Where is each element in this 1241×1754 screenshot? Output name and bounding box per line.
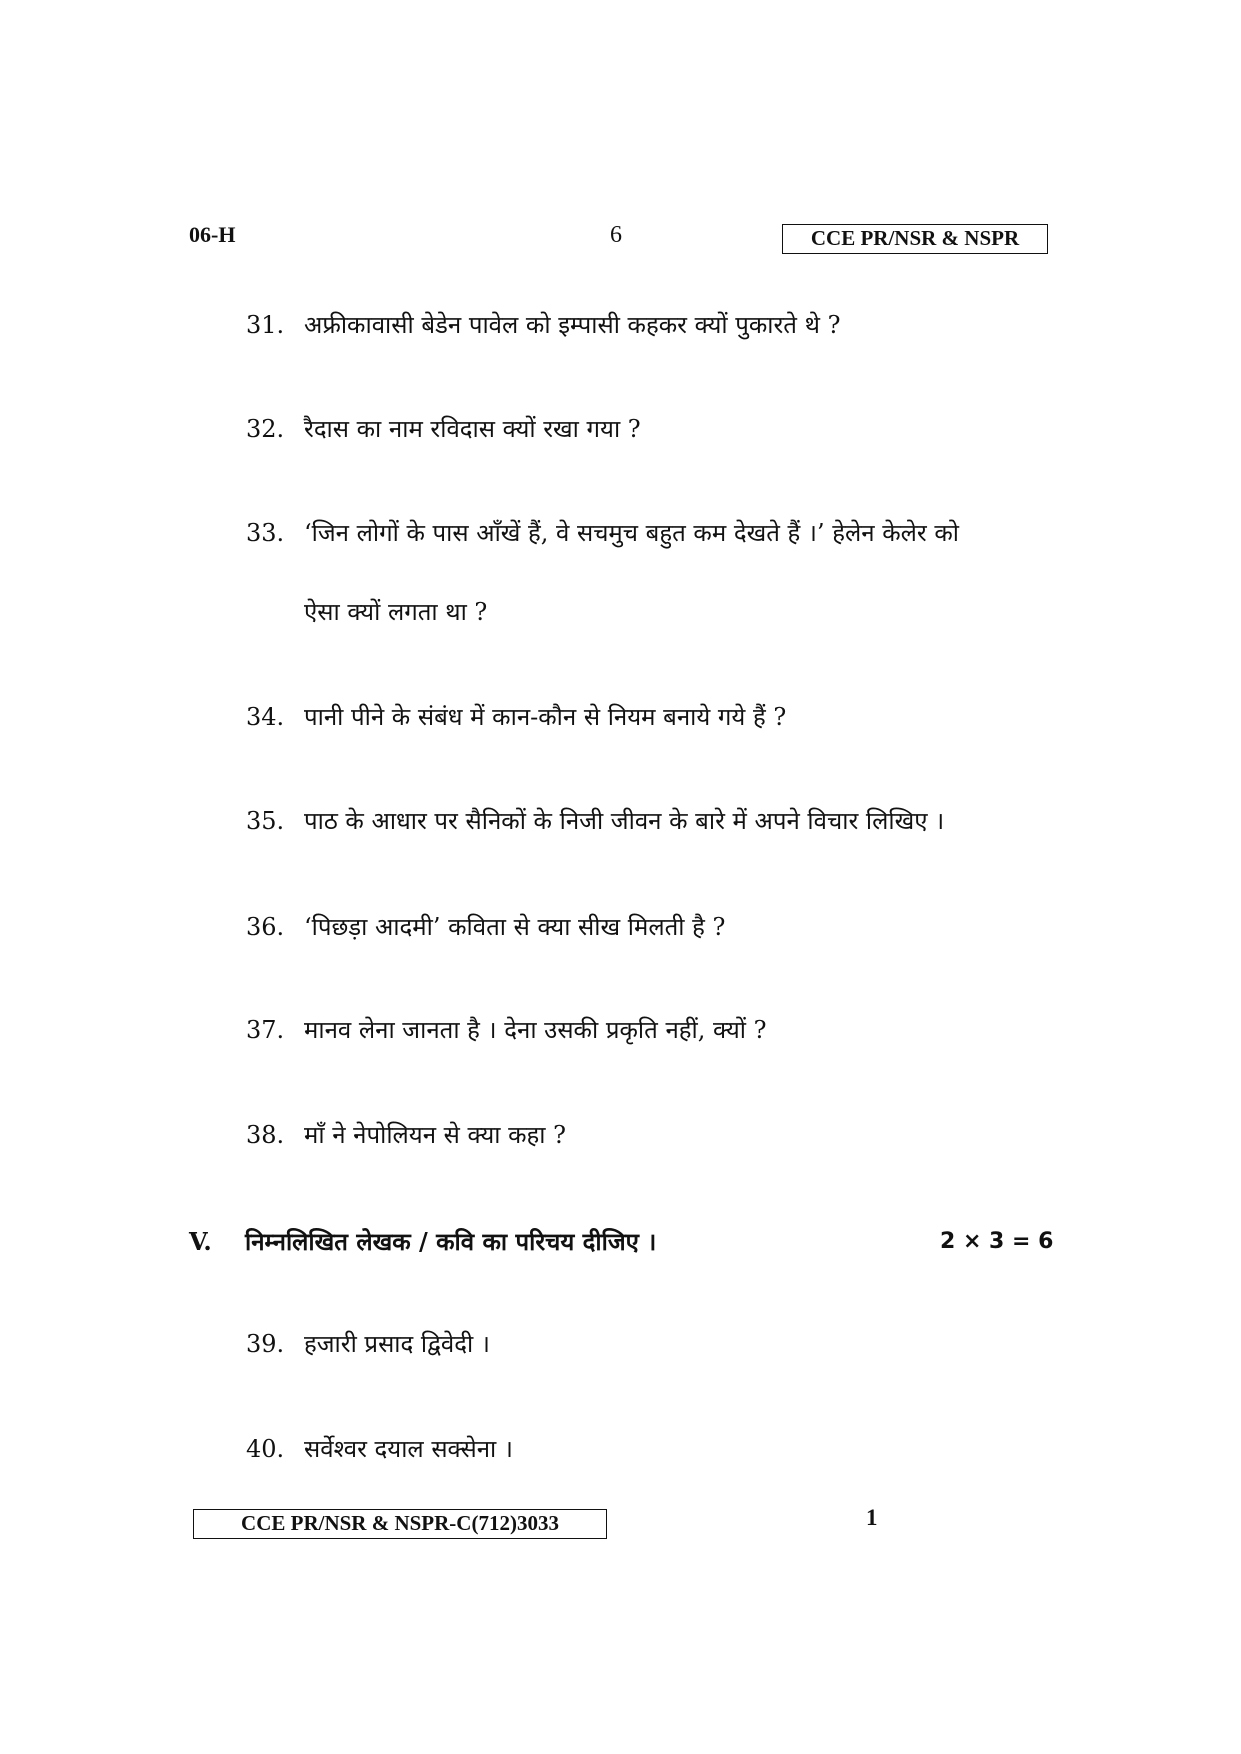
footer-page-number: 1: [866, 1505, 878, 1530]
question-33: [246, 516, 959, 550]
question-text: पानी पीने के संबंध में कान-कौन से नियम बनाये गये हैं ?: [304, 703, 787, 731]
question-40: [246, 1432, 513, 1466]
question-number: 32.: [246, 415, 285, 443]
section-label: V.: [189, 1227, 212, 1256]
question-35: [246, 804, 944, 838]
question-text: माँ ने नेपोलियन से क्या कहा ?: [304, 1121, 567, 1149]
question-text: सर्वेश्वर दयाल सक्सेना ।: [304, 1435, 513, 1463]
question-number: 39.: [246, 1330, 285, 1358]
question-number: 38.: [246, 1121, 285, 1149]
question-38: [246, 1118, 566, 1152]
question-text: पाठ के आधार पर सैनिकों के निजी जीवन के बारे में अपने विचार लिखिए ।: [304, 807, 945, 835]
footer-code-box: CCE PR/NSR & NSPR-C(712)3033: [193, 1509, 607, 1539]
question-number: 40.: [246, 1435, 285, 1463]
paper-code: 06-H: [189, 222, 236, 247]
question-text: ‘पिछड़ा आदमी’ कविता से क्या सीख मिलती है ?: [304, 913, 726, 941]
question-text: हजारी प्रसाद द्विवेदी ।: [304, 1330, 490, 1358]
question-text: मानव लेना जानता है । देना उसकी प्रकृति नहीं, क्यों ?: [304, 1016, 767, 1044]
question-number: 37.: [246, 1016, 285, 1044]
question-number: 33.: [246, 519, 285, 547]
question-37: [246, 1013, 766, 1047]
question-number: 36.: [246, 913, 285, 941]
section-title: निम्नलिखित लेखक / कवि का परिचय दीजिए ।: [245, 1227, 657, 1256]
question-39: [246, 1327, 490, 1361]
question-31: [246, 308, 840, 342]
question-number: 31.: [246, 311, 285, 339]
question-text: ‘जिन लोगों के पास आँखें हैं, वे सचमुच बहुत कम देखते हैं ।’ हेलेन केलेर को: [304, 519, 959, 547]
question-36: [246, 910, 725, 944]
page-number: 6: [610, 222, 622, 248]
series-box: CCE PR/NSR & NSPR: [782, 224, 1048, 254]
question-34: [246, 700, 786, 734]
question-text: अफ्रीकावासी बेडेन पावेल को इम्पासी कहकर क्यों पुकारते थे ?: [304, 311, 841, 339]
question-number: 35.: [246, 807, 285, 835]
question-33-continuation: ऐसा क्यों लगता था ?: [304, 598, 488, 626]
section-marks: 2 × 3 = 6: [940, 1229, 1054, 1254]
question-text: रैदास का नाम रविदास क्यों रखा गया ?: [304, 415, 641, 443]
question-32: [246, 412, 641, 446]
question-number: 34.: [246, 703, 285, 731]
